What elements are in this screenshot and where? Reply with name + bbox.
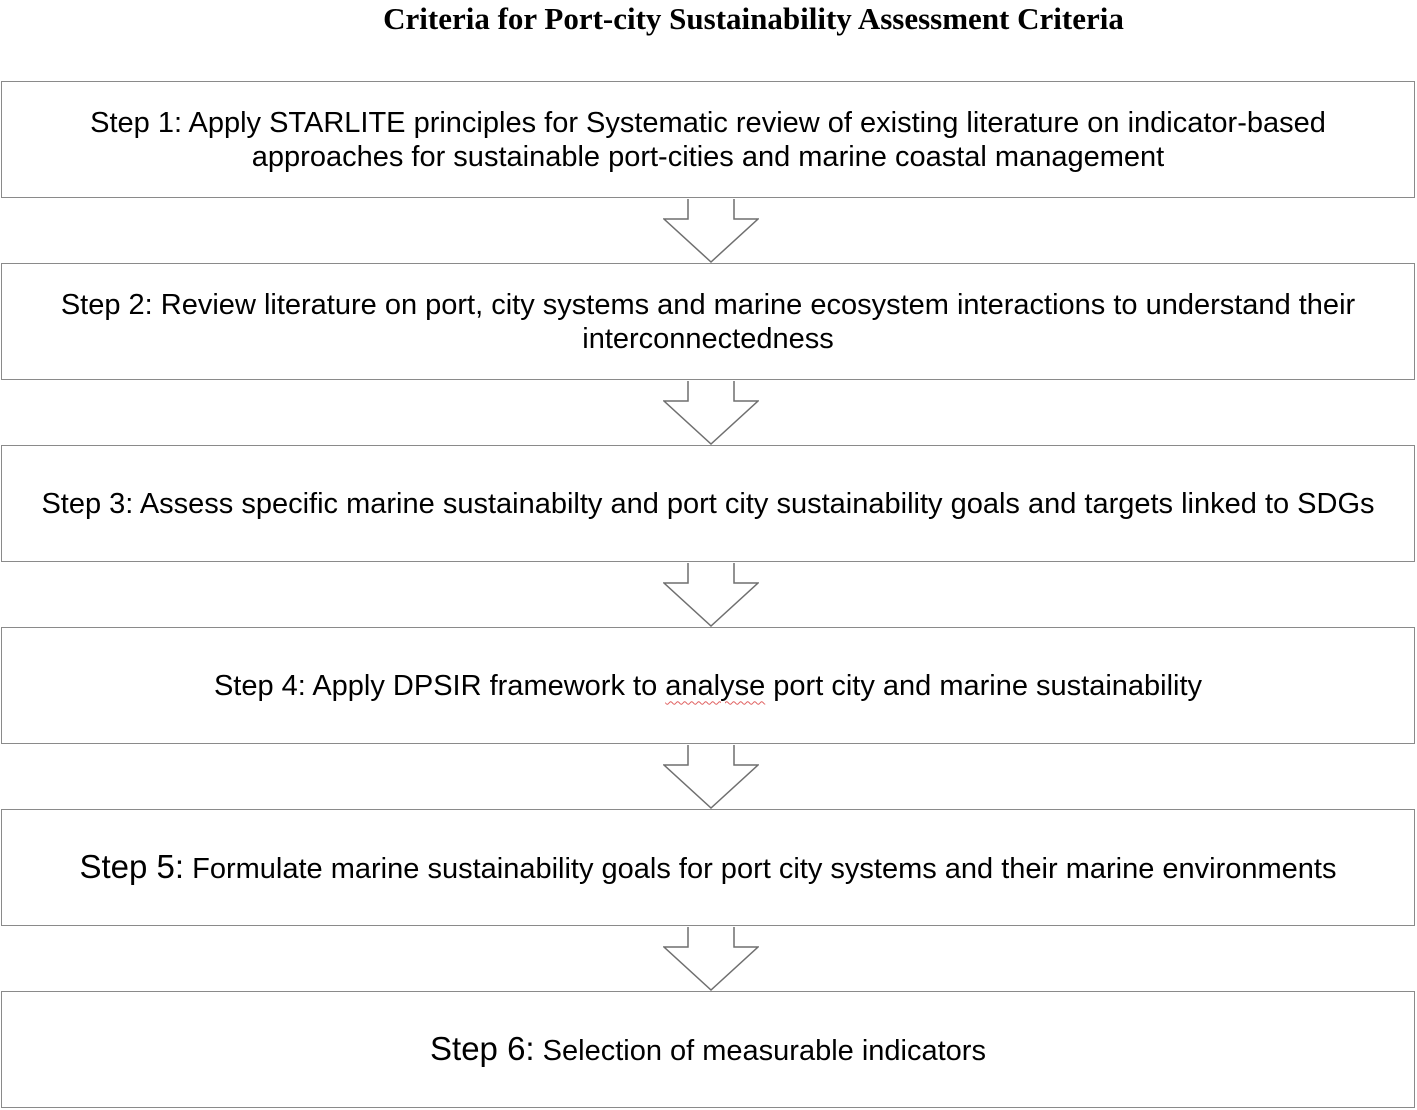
spellcheck-flagged-word: analyse [665, 669, 766, 702]
step-5-text [79, 847, 1337, 886]
step-4-description-end: port city and marine sustainability [765, 669, 1203, 702]
step-5-description: Formulate marine sustainability goals for port city systems and their marine environments [192, 852, 1337, 885]
step-2-box [1, 263, 1415, 380]
step-1-label: Step 1: [90, 106, 183, 139]
step-2-description: Review literature on port, city systems and marine ecosystem interactions to understand their interconnectedness [160, 288, 1356, 355]
step-4-box [1, 627, 1415, 744]
step-1-description: Apply STARLITE principles for Systematic review of existing literature on indicator-based approaches for sustainable port-cities and marine coastal management [188, 106, 1326, 173]
down-arrow-icon [663, 562, 759, 628]
step-3-box [1, 445, 1415, 562]
step-4-description-start: Apply DPSIR framework to [312, 669, 666, 702]
step-1-text [12, 106, 1404, 174]
step-1-box [1, 81, 1415, 198]
step-6-label: Step 6: [430, 1029, 535, 1067]
step-2-text [12, 288, 1404, 356]
step-3-text [41, 487, 1374, 521]
step-4-label: Step 4: [213, 669, 306, 702]
down-arrow-icon [663, 198, 759, 264]
down-arrow-icon [663, 744, 759, 810]
step-3-description: Assess specific marine sustainabilty and port city sustainability goals and targets linked to SDGs [139, 487, 1375, 520]
down-arrow-icon [663, 926, 759, 992]
step-6-box [1, 991, 1415, 1108]
step-5-label: Step 5: [79, 847, 185, 885]
step-6-text [430, 1029, 986, 1068]
step-2-label: Step 2: [60, 288, 153, 321]
step-3-label: Step 3: [41, 487, 134, 520]
step-6-description: Selection of measurable indicators [542, 1034, 986, 1067]
step-4-text [214, 669, 1202, 703]
down-arrow-icon [663, 380, 759, 446]
diagram-title: Criteria for Port-city Sustainability Assessment Criteria [383, 1, 1124, 36]
step-5-box [1, 809, 1415, 926]
